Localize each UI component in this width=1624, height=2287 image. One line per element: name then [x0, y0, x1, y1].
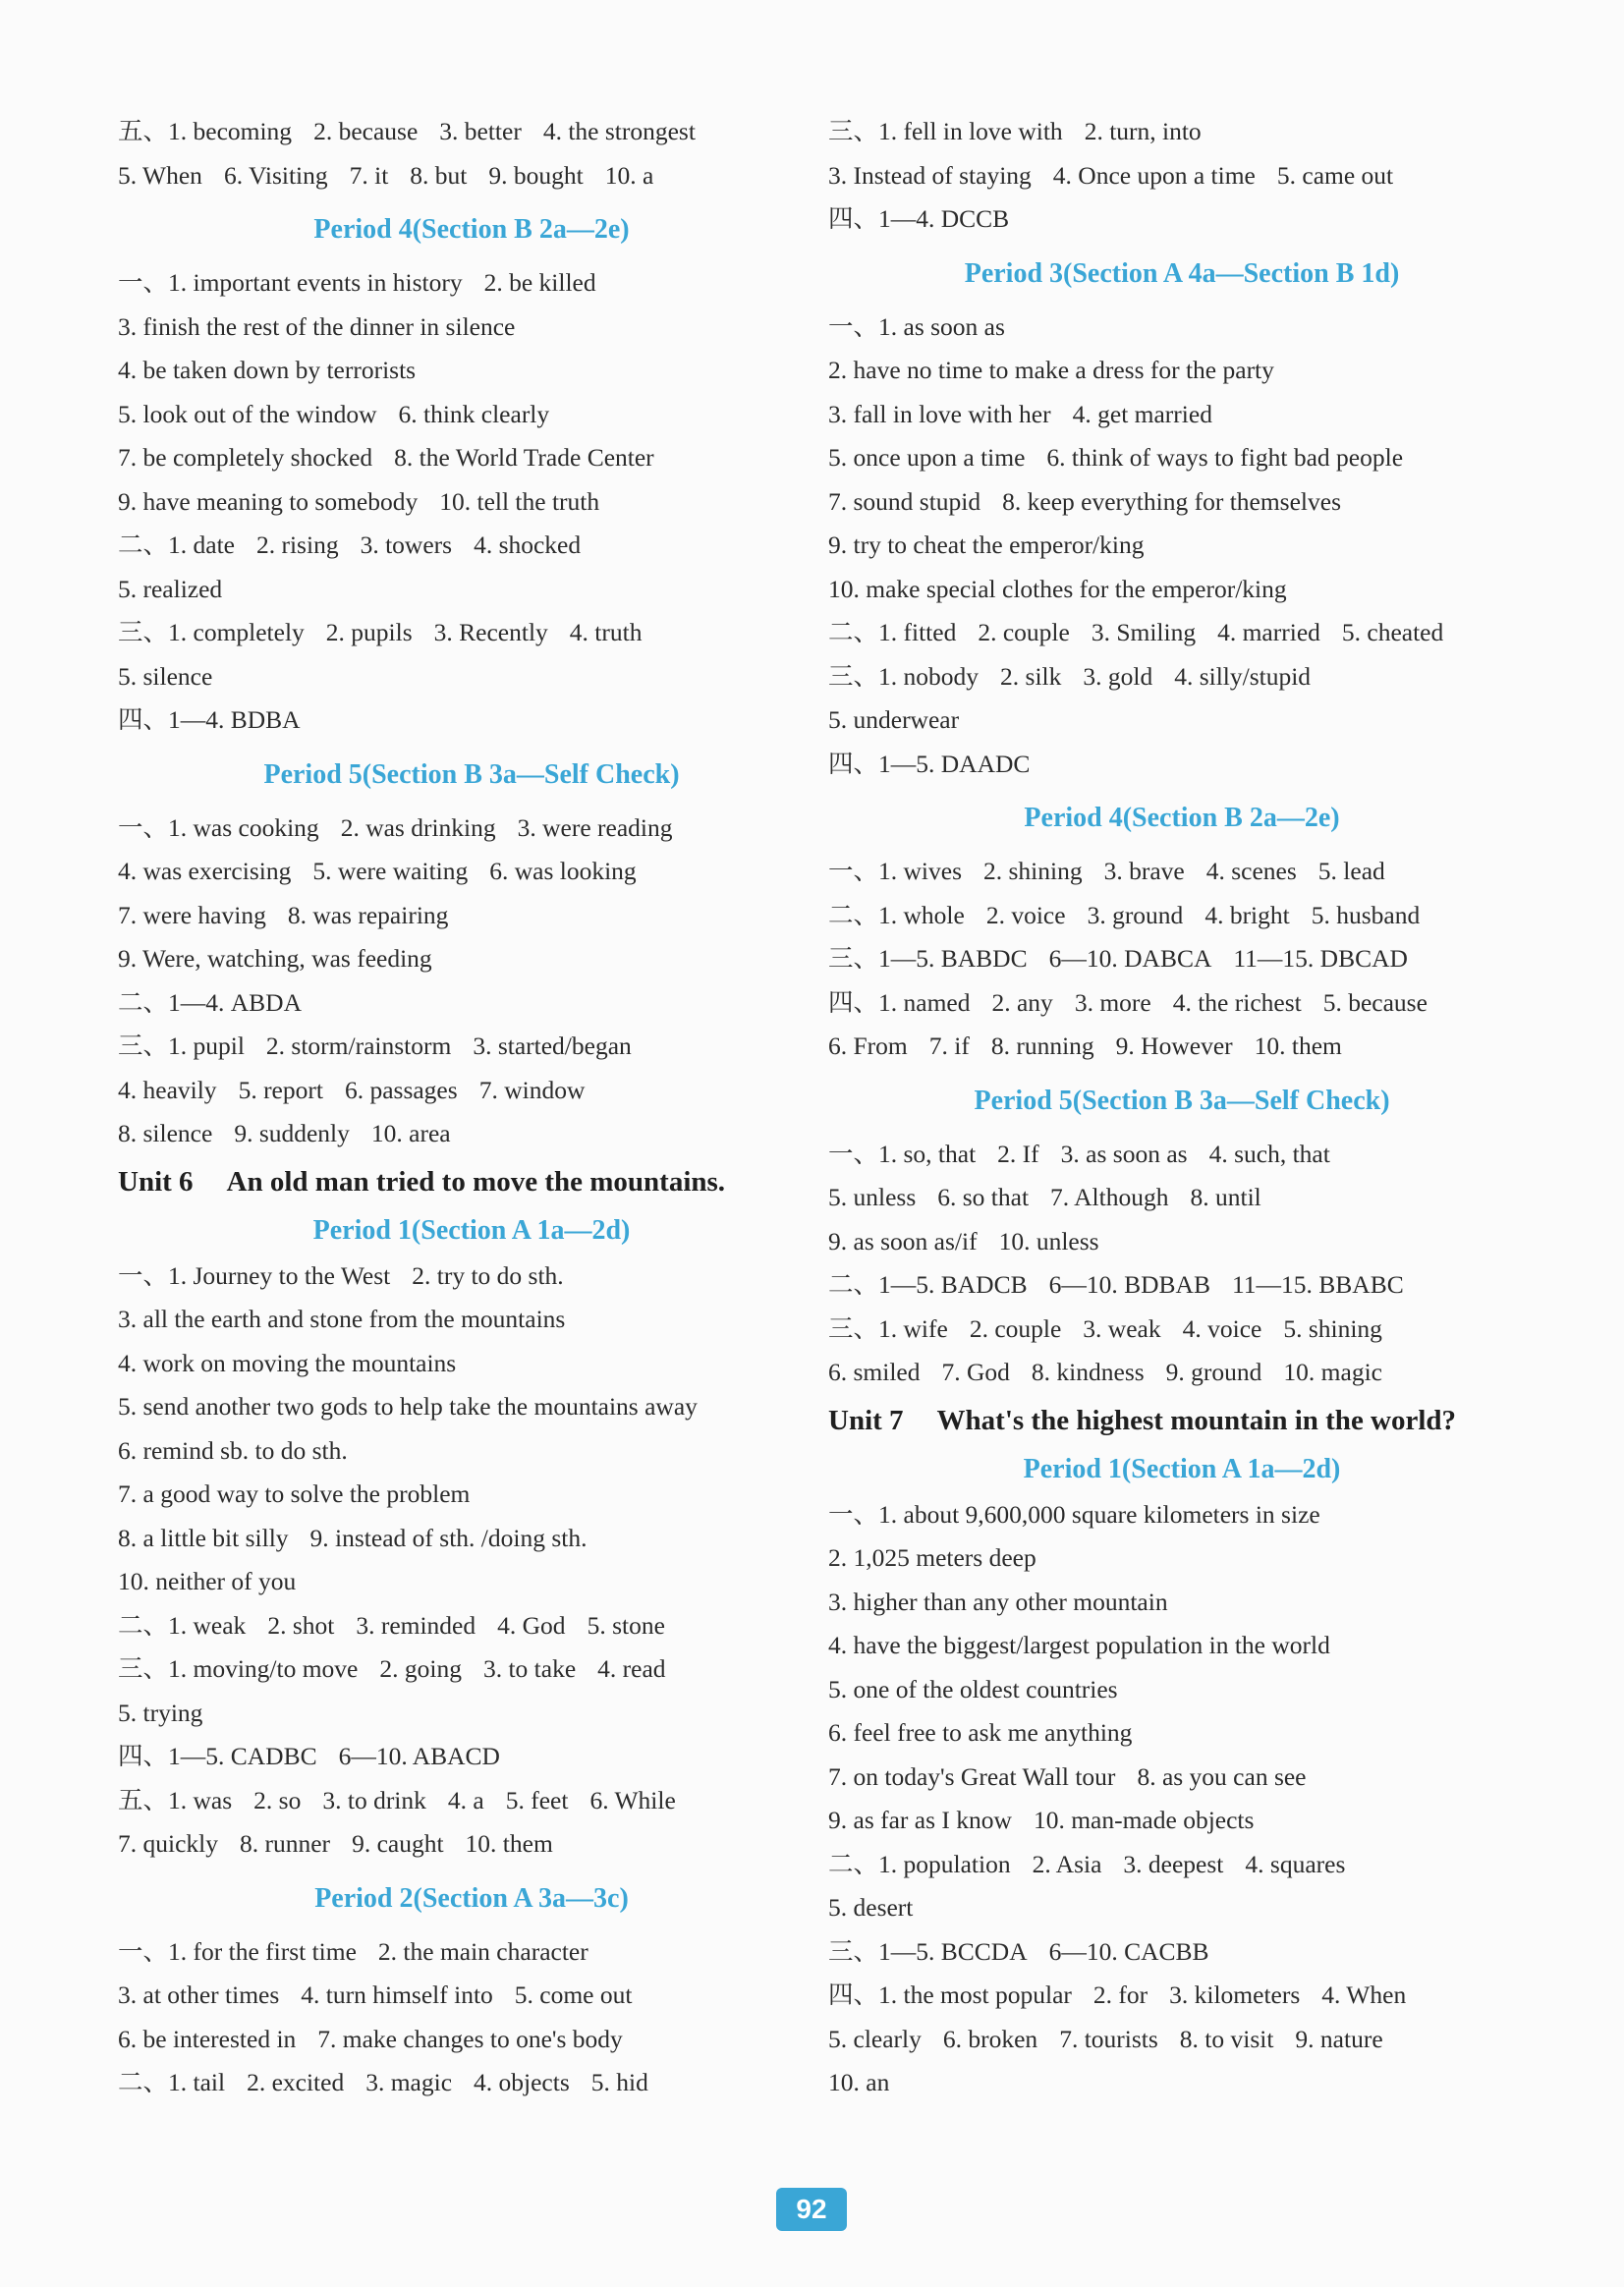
- answer-item: 9. Were, watching, was feeding: [118, 944, 432, 973]
- answer-line: [118, 349, 825, 393]
- answer-item: 2. excited: [247, 2068, 345, 2096]
- answer-line: [118, 393, 825, 437]
- answer-item: 一、1. was cooking: [118, 812, 319, 842]
- answer-item: 9. ground: [1165, 1358, 1262, 1386]
- answer-item: 4. heavily: [118, 1075, 217, 1104]
- answer-item: 5. cheated: [1341, 618, 1444, 646]
- answer-line: [118, 1025, 825, 1069]
- answer-item: 4. read: [597, 1654, 666, 1683]
- answer-item: 6. think clearly: [398, 399, 550, 428]
- answer-item: 一、1. about 9,600,000 square kilometers in size: [828, 1499, 1320, 1529]
- answer-item: 7. it: [349, 160, 389, 190]
- answer-line: [118, 1112, 825, 1156]
- answer-line: [118, 1974, 825, 2018]
- answer-item: 3. at other times: [118, 1980, 280, 2009]
- answer-item: 6. so that: [937, 1183, 1030, 1211]
- answer-item: 一、1. wives: [828, 857, 962, 885]
- answer-line: [828, 1930, 1536, 1975]
- answer-item: 5. feet: [505, 1785, 569, 1814]
- answer-item: 4. objects: [474, 2068, 570, 2096]
- answer-item: 四、1. named: [828, 987, 971, 1017]
- answer-item: 7. make changes to one's body: [317, 2024, 623, 2053]
- answer-item: 8. until: [1190, 1183, 1261, 1211]
- answer-item: 4. the richest: [1172, 987, 1302, 1017]
- answer-item: 10. magic: [1283, 1358, 1382, 1386]
- answer-item: 3. to drink: [322, 1785, 426, 1814]
- answer-item: 三、1. nobody: [828, 661, 980, 691]
- answer-item: 4. the strongest: [542, 117, 696, 145]
- answer-item: 8. runner: [240, 1829, 331, 1858]
- answer-item: 6—10. ABACD: [338, 1742, 500, 1770]
- answer-item: 9. try to cheat the emperor/king: [828, 530, 1145, 559]
- answer-line: [828, 154, 1536, 198]
- answer-line: [828, 1668, 1536, 1712]
- answer-item: 5. because: [1322, 987, 1428, 1017]
- answer-line: [118, 1298, 825, 1342]
- section-heading: Period 3(Section A 4a—Section B 1d): [964, 257, 1400, 289]
- answer-item: 4. God: [497, 1610, 566, 1640]
- answer-line: [828, 436, 1536, 480]
- answer-line: [828, 743, 1536, 787]
- answer-item: 3. higher than any other mountain: [828, 1587, 1168, 1616]
- answer-item: 6. broken: [942, 2024, 1038, 2053]
- answer-line: [828, 1025, 1536, 1069]
- answer-item: 二、1. date: [118, 530, 235, 559]
- answer-item: 8. the World Trade Center: [394, 443, 654, 472]
- answer-line: [828, 1493, 1536, 1537]
- answer-item: 3. Instead of staying: [828, 160, 1032, 190]
- answer-line: [118, 1930, 825, 1975]
- answer-item: 10. neither of you: [118, 1567, 297, 1595]
- answer-line: [118, 568, 825, 612]
- answer-item: 2. turn, into: [1084, 117, 1202, 145]
- answer-line: [828, 698, 1536, 743]
- answer-item: 4. silly/stupid: [1174, 661, 1312, 691]
- unit-name: What's the highest mountain in the world?: [936, 1404, 1457, 1436]
- answer-line: [828, 1220, 1536, 1264]
- answer-item: 2. silk: [1000, 661, 1062, 691]
- answer-item: 一、1. for the first time: [118, 1936, 357, 1966]
- answer-item: 4. be taken down by terrorists: [118, 356, 417, 384]
- answer-item: 7. were having: [118, 900, 266, 929]
- answer-item: 8. keep everything for themselves: [1002, 486, 1342, 516]
- answer-item: 5. trying: [118, 1698, 203, 1727]
- answer-item: 四、1—4. BDBA: [118, 705, 301, 734]
- answer-line: [828, 655, 1536, 699]
- answer-item: 3. to take: [482, 1654, 577, 1683]
- answer-line: [118, 1069, 825, 1113]
- answer-line: [828, 611, 1536, 655]
- answer-item: 6. passages: [344, 1075, 458, 1104]
- answer-item: 8. as you can see: [1137, 1761, 1307, 1791]
- section-heading: Period 1(Section A 1a—2d): [1023, 1453, 1341, 1484]
- answer-item: 3. all the earth and stone from the mountains: [118, 1305, 566, 1333]
- answer-item: 4. voice: [1182, 1313, 1262, 1343]
- answer-item: 一、1. important events in history: [118, 268, 463, 297]
- answer-line: [828, 110, 1536, 154]
- answer-item: 6—10. BDBAB: [1048, 1270, 1210, 1299]
- answer-line: [828, 1711, 1536, 1756]
- answer-item: 2. shot: [267, 1610, 335, 1640]
- answer-item: 6. While: [589, 1785, 676, 1814]
- answer-line: [118, 1255, 825, 1299]
- answer-item: 5. came out: [1276, 160, 1394, 190]
- answer-item: 二、1—5. BADCB: [828, 1270, 1028, 1299]
- answer-item: 9. as far as I know: [828, 1806, 1012, 1834]
- answer-item: 8. kindness: [1031, 1358, 1145, 1386]
- answer-line: [828, 2018, 1536, 2062]
- answer-line: [118, 1473, 825, 1517]
- answer-item: 二、1. fitted: [828, 618, 957, 646]
- answer-item: 10. tell the truth: [439, 486, 600, 516]
- answer-item: 5. unless: [828, 1183, 917, 1211]
- answer-line: [828, 1176, 1536, 1220]
- answer-item: 3. magic: [365, 2068, 453, 2096]
- answer-item: 9. have meaning to somebody: [118, 486, 419, 516]
- answer-line: [118, 655, 825, 699]
- answer-item: 9. nature: [1295, 2024, 1383, 2053]
- answer-item: 2. was drinking: [340, 812, 496, 842]
- answer-item: 3. reminded: [356, 1610, 476, 1640]
- answer-line: [118, 110, 825, 154]
- answer-item: 7. on today's Great Wall tour: [828, 1761, 1116, 1791]
- answer-item: 3. deepest: [1123, 1849, 1224, 1878]
- answer-item: 2. because: [313, 117, 419, 145]
- answer-line: [828, 1133, 1536, 1177]
- answer-item: 4. Once upon a time: [1052, 160, 1256, 190]
- answer-line: [828, 306, 1536, 350]
- answer-line: [118, 1517, 825, 1561]
- answer-item: 9. caught: [352, 1829, 444, 1858]
- answer-item: 一、1. so, that: [828, 1139, 977, 1168]
- answer-item: 4. work on moving the mountains: [118, 1348, 457, 1377]
- answer-line: [118, 807, 825, 851]
- answer-item: 4. squares: [1245, 1849, 1346, 1878]
- answer-item: 2. going: [379, 1654, 462, 1683]
- answer-line: [118, 1647, 825, 1692]
- answer-item: 5. realized: [118, 574, 223, 603]
- answer-item: 三、1—5. BCCDA: [828, 1936, 1028, 1966]
- answer-item: 9. instead of sth. /doing sth.: [309, 1523, 588, 1552]
- answer-line: [118, 524, 825, 568]
- answer-item: 3. fall in love with her: [828, 399, 1051, 428]
- answer-item: 5. underwear: [828, 705, 960, 734]
- answer-item: 3. started/began: [473, 1032, 632, 1060]
- answer-item: 8. was repairing: [287, 900, 449, 929]
- answer-item: 4. get married: [1072, 399, 1212, 428]
- answer-item: 三、1. fell in love with: [828, 117, 1063, 145]
- answer-line: [118, 436, 825, 480]
- answer-item: 8. to visit: [1179, 2024, 1274, 2053]
- answer-item: 5. husband: [1311, 900, 1421, 929]
- answer-line: [828, 1799, 1536, 1843]
- answer-item: 8. but: [410, 160, 468, 190]
- answer-line: [118, 261, 825, 306]
- answer-item: 3. as soon as: [1060, 1139, 1188, 1168]
- answer-item: 5. one of the oldest countries: [828, 1674, 1118, 1703]
- answer-line: [828, 1974, 1536, 2018]
- answer-item: 3. brave: [1103, 857, 1185, 885]
- answer-item: 3. kilometers: [1169, 1980, 1301, 2009]
- answer-item: 2. for: [1092, 1980, 1148, 2009]
- answer-item: 7. God: [941, 1358, 1010, 1386]
- answer-line: [828, 2061, 1536, 2105]
- answer-item: 7. Although: [1050, 1183, 1169, 1211]
- answer-line: [828, 850, 1536, 894]
- answer-item: 四、1—4. DCCB: [828, 204, 1010, 233]
- answer-item: 2. voice: [985, 900, 1066, 929]
- answer-item: 4. turn himself into: [301, 1980, 493, 2009]
- answer-line: [828, 1886, 1536, 1930]
- answer-item: 5. desert: [828, 1893, 914, 1922]
- answer-item: 7. tourists: [1059, 2024, 1158, 2053]
- unit-number: Unit 6: [118, 1165, 194, 1198]
- answer-line: [828, 1756, 1536, 1800]
- answer-item: 2. be killed: [483, 268, 596, 297]
- answer-item: 2. pupils: [325, 618, 413, 646]
- answer-line: [828, 1581, 1536, 1625]
- answer-line: [118, 937, 825, 981]
- answer-line: [828, 1536, 1536, 1581]
- answer-item: 5. silence: [118, 661, 213, 691]
- answer-item: 3. Recently: [433, 618, 548, 646]
- answer-item: 5. When: [118, 160, 202, 190]
- answer-item: 10. an: [828, 2068, 890, 2096]
- answer-item: 四、1. the most popular: [828, 1980, 1072, 2009]
- answer-item: 3. weak: [1083, 1313, 1161, 1343]
- answer-item: 8. silence: [118, 1119, 213, 1147]
- answer-item: 9. suddenly: [234, 1119, 350, 1147]
- answer-item: 6. remind sb. to do sth.: [118, 1435, 348, 1465]
- answer-item: 二、1. whole: [828, 900, 965, 929]
- unit-title: [118, 1156, 825, 1207]
- answer-item: 2. try to do sth.: [412, 1260, 564, 1290]
- answer-item: 3. gold: [1083, 661, 1153, 691]
- answer-item: 5. lead: [1317, 857, 1385, 885]
- answer-item: 2. the main character: [377, 1936, 588, 1966]
- answer-item: 一、1. as soon as: [828, 311, 1005, 341]
- answer-line: [828, 197, 1536, 242]
- answer-item: 2. 1,025 meters deep: [828, 1543, 1036, 1572]
- answer-line: [118, 1735, 825, 1779]
- answer-item: 4. truth: [569, 618, 643, 646]
- answer-item: 二、1. weak: [118, 1610, 247, 1640]
- answer-line: [828, 524, 1536, 568]
- answer-item: 6. smiled: [828, 1358, 921, 1386]
- answer-item: 三、1. wife: [828, 1313, 948, 1343]
- answer-item: 10. them: [1254, 1032, 1342, 1060]
- answer-item: 五、1. was: [118, 1785, 233, 1814]
- answer-item: 二、1—4. ABDA: [118, 987, 303, 1017]
- answer-line: [828, 1308, 1536, 1352]
- answer-line: [118, 894, 825, 938]
- answer-item: 5. look out of the window: [118, 399, 377, 428]
- answer-item: 6. be interested in: [118, 2024, 297, 2053]
- answer-item: 三、1. completely: [118, 618, 305, 646]
- answer-item: 9. bought: [488, 160, 584, 190]
- answer-item: 5. stone: [587, 1610, 665, 1640]
- answer-item: 4. scenes: [1205, 857, 1297, 885]
- answer-item: 9. However: [1115, 1032, 1233, 1060]
- answer-item: 5. send another two gods to help take the mountains away: [118, 1392, 698, 1421]
- answer-item: 10. unless: [998, 1226, 1099, 1255]
- answer-line: [118, 480, 825, 525]
- answer-line: [118, 1560, 825, 1604]
- answer-line: [118, 306, 825, 350]
- answer-item: 6. From: [828, 1032, 908, 1060]
- section-heading: Period 1(Section A 1a—2d): [312, 1214, 631, 1246]
- answer-item: 四、1—5. CADBC: [118, 1742, 317, 1770]
- answer-line: [118, 2061, 825, 2105]
- answer-line: [118, 154, 825, 198]
- answer-line: [118, 1604, 825, 1648]
- left-column: [118, 110, 825, 2105]
- answer-item: 4. When: [1321, 1980, 1407, 2009]
- answer-item: 6. Visiting: [223, 160, 328, 190]
- answer-item: 10. man-made objects: [1033, 1806, 1255, 1834]
- answer-item: 3. were reading: [517, 812, 673, 842]
- answer-item: 2. couple: [978, 618, 1070, 646]
- answer-item: 2. couple: [969, 1313, 1062, 1343]
- answer-item: 3. more: [1074, 987, 1151, 1017]
- right-column: [828, 110, 1536, 2105]
- answer-item: 6—10. CACBB: [1048, 1936, 1209, 1966]
- answer-line: [118, 850, 825, 894]
- answer-line: [828, 1624, 1536, 1668]
- answer-line: [828, 349, 1536, 393]
- section-heading: Period 2(Section A 3a—3c): [314, 1882, 629, 1914]
- answer-line: [118, 698, 825, 743]
- answer-line: [118, 1342, 825, 1386]
- answer-item: 3. ground: [1087, 900, 1184, 929]
- answer-item: 7. window: [478, 1075, 586, 1104]
- answer-item: 10. area: [370, 1119, 451, 1147]
- answer-item: 5. hid: [590, 2068, 648, 2096]
- answer-item: 2. shining: [983, 857, 1083, 885]
- answer-item: 2. have no time to make a dress for the party: [828, 356, 1274, 384]
- answer-item: 5. shining: [1283, 1313, 1382, 1343]
- section-heading: Period 4(Section B 2a—2e): [313, 214, 630, 245]
- unit-number: Unit 7: [828, 1404, 904, 1436]
- answer-line: [118, 1779, 825, 1823]
- answer-item: 5. clearly: [828, 2024, 922, 2053]
- answer-item: 9. as soon as/if: [828, 1226, 978, 1255]
- page-number: 92: [776, 2188, 847, 2231]
- answer-item: 4. was exercising: [118, 857, 292, 885]
- answer-line: [828, 981, 1536, 1026]
- answer-item: 2. Asia: [1032, 1849, 1102, 1878]
- answer-item: 2. any: [991, 987, 1053, 1017]
- answer-line: [118, 2018, 825, 2062]
- answer-line: [828, 480, 1536, 525]
- answer-item: 10. them: [465, 1829, 553, 1858]
- answer-item: 3. better: [439, 117, 522, 145]
- answer-item: 2. so: [253, 1785, 302, 1814]
- answer-line: [828, 1843, 1536, 1887]
- answer-line: [118, 611, 825, 655]
- answer-item: 5. were waiting: [312, 857, 469, 885]
- answer-item: 7. quickly: [118, 1829, 218, 1858]
- answer-item: 8. a little bit silly: [118, 1523, 289, 1552]
- answer-item: 8. running: [990, 1032, 1094, 1060]
- answer-line: [828, 568, 1536, 612]
- answer-line: [118, 1822, 825, 1867]
- answer-item: 二、1. tail: [118, 2068, 226, 2096]
- answer-item: 6. feel free to ask me anything: [828, 1718, 1133, 1747]
- unit-name: An old man tried to move the mountains.: [226, 1165, 726, 1198]
- answer-item: 二、1. population: [828, 1849, 1011, 1878]
- answer-item: 10. make special clothes for the emperor/king: [828, 574, 1287, 603]
- answer-item: 4. have the biggest/largest population in the world: [828, 1631, 1330, 1659]
- answer-item: 四、1—5. DAADC: [828, 749, 1031, 778]
- answer-item: 11—15. BBABC: [1231, 1270, 1404, 1299]
- answer-item: 7. a good way to solve the problem: [118, 1479, 471, 1508]
- answer-line: [828, 894, 1536, 938]
- answer-item: 10. a: [604, 160, 654, 190]
- answer-item: 6. think of ways to fight bad people: [1046, 443, 1404, 472]
- answer-item: 2. rising: [255, 530, 339, 559]
- answer-item: 7. be completely shocked: [118, 443, 373, 472]
- answer-item: 6—10. DABCA: [1048, 944, 1212, 973]
- unit-title: [828, 1395, 1536, 1446]
- answer-item: 6. was looking: [489, 857, 637, 885]
- answer-line: [118, 1385, 825, 1429]
- answer-item: 三、1—5. BABDC: [828, 944, 1028, 973]
- answer-item: 5. report: [238, 1075, 323, 1104]
- answer-item: 三、1. moving/to move: [118, 1654, 359, 1683]
- answer-item: 4. married: [1217, 618, 1320, 646]
- answer-item: 2. If: [997, 1139, 1039, 1168]
- section-heading: Period 4(Section B 2a—2e): [1024, 803, 1340, 833]
- answer-item: 4. bright: [1204, 900, 1290, 929]
- answer-line: [828, 1351, 1536, 1395]
- section-heading: Period 5(Section B 3a—Self Check): [974, 1085, 1390, 1116]
- answer-item: 2. storm/rainstorm: [265, 1032, 452, 1060]
- answer-item: 一、1. Journey to the West: [118, 1260, 391, 1290]
- answer-item: 4. such, that: [1208, 1139, 1330, 1168]
- section-heading: Period 5(Section B 3a—Self Check): [263, 758, 680, 790]
- answer-item: 3. Smiling: [1091, 618, 1197, 646]
- answer-line: [118, 1692, 825, 1736]
- answer-item: 5. come out: [514, 1980, 633, 2009]
- answer-item: 3. towers: [360, 530, 453, 559]
- answer-item: 4. a: [447, 1785, 484, 1814]
- answer-line: [118, 1429, 825, 1474]
- answer-line: [828, 1263, 1536, 1308]
- answer-item: 11—15. DBCAD: [1233, 944, 1408, 973]
- answer-item: 5. once upon a time: [828, 443, 1026, 472]
- answer-item: 五、1. becoming: [118, 117, 293, 145]
- answer-item: 三、1. pupil: [118, 1032, 245, 1060]
- answer-line: [828, 393, 1536, 437]
- answer-item: 7. sound stupid: [828, 486, 981, 516]
- answer-line: [828, 937, 1536, 981]
- answer-item: 7. if: [928, 1032, 970, 1060]
- answer-line: [118, 981, 825, 1026]
- answer-item: 4. shocked: [474, 530, 582, 559]
- answer-item: 3. finish the rest of the dinner in silence: [118, 311, 516, 341]
